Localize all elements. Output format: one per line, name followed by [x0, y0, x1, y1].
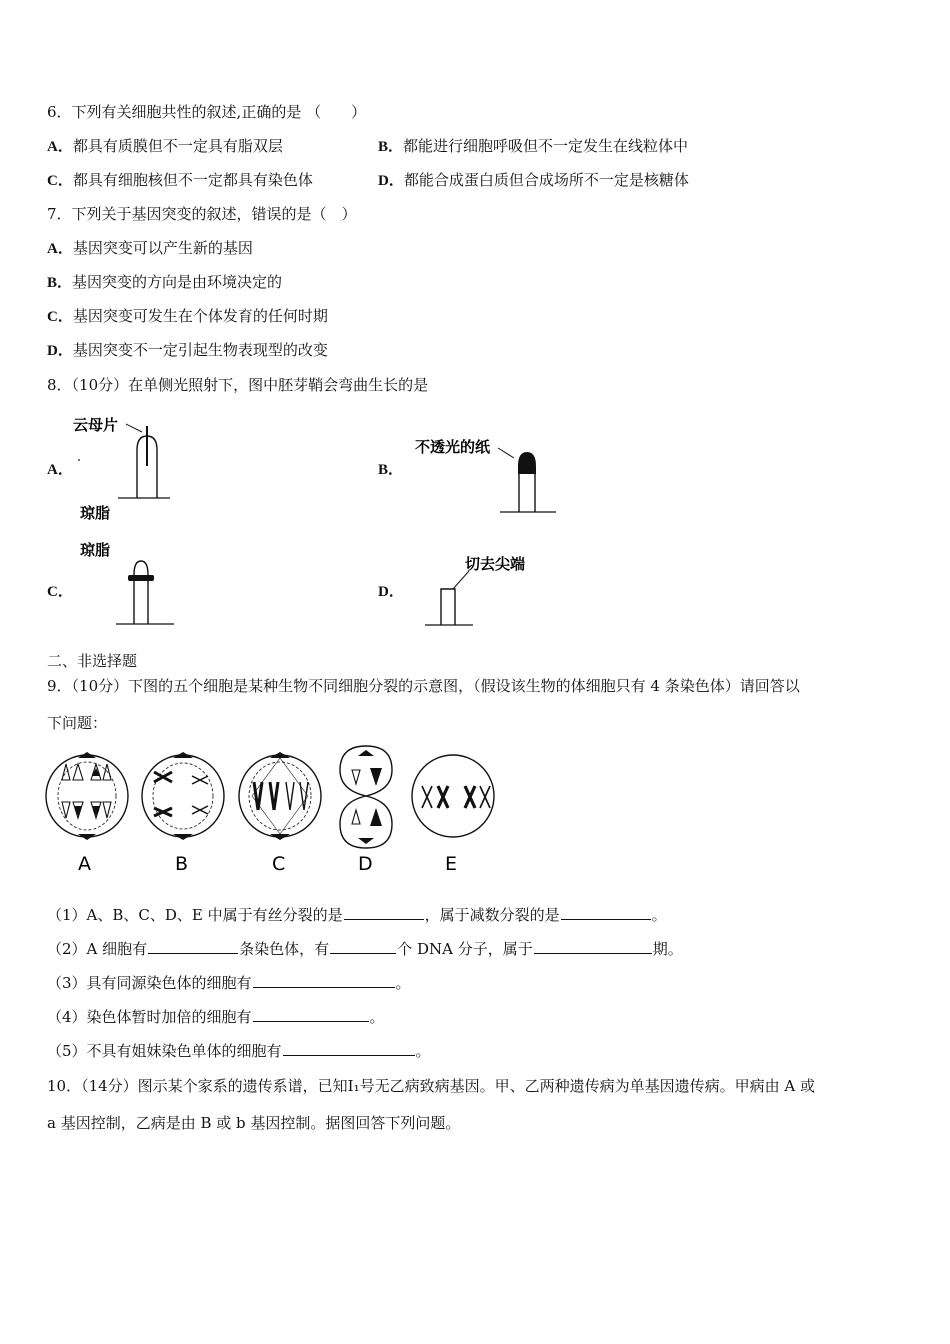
coleoptile-opaque-cap-figure	[410, 430, 570, 522]
option-text: 基因突变可以产生新的基因	[72, 239, 253, 257]
q7-stem: 7．下列关于基因突变的叙述，错误的是（ ）	[47, 205, 357, 223]
agar-label: 琼脂	[80, 541, 111, 559]
q8-option-b-letter[interactable]: B．	[378, 462, 404, 478]
cell-e	[412, 755, 494, 837]
sub2-text-d: 期。	[652, 940, 683, 958]
answer-blank-meiosis[interactable]	[561, 905, 651, 920]
sub1-text-a: （1）A、B、C、D、E 中属于有丝分裂的是	[47, 906, 343, 924]
q10-line2: a 基因控制，乙病是由 B 或 b 基因控制。据图回答下列问题。	[47, 1114, 461, 1132]
q9-sub5	[47, 1041, 431, 1061]
section-heading: 二、非选择题	[47, 652, 138, 670]
q8-option-d-letter[interactable]: D．	[378, 584, 404, 600]
answer-blank-dna[interactable]	[330, 939, 396, 954]
cell-label-c: C	[272, 853, 286, 875]
answer-blank-phase[interactable]	[534, 939, 652, 954]
option-text: 都能合成蛋白质但合成场所不一定是核糖体	[403, 171, 689, 189]
cell-label-a: A	[78, 853, 91, 875]
q8-stem: 8．（10分）在单侧光照射下，图中胚芽鞘会弯曲生长的是	[47, 376, 429, 394]
option-letter: A．	[47, 241, 73, 257]
sub3-text-b: 。	[395, 974, 411, 992]
option-letter: C．	[47, 173, 73, 189]
q6-option-d[interactable]	[378, 170, 689, 191]
cell-label-b: B	[175, 853, 189, 875]
q7-option-a[interactable]	[47, 238, 253, 259]
q9-stem-line2: 下问题：	[47, 714, 108, 732]
agar-block	[128, 575, 154, 581]
option-text: 都能进行细胞呼吸但不一定发生在线粒体中	[403, 137, 689, 155]
q6-option-c[interactable]	[47, 170, 313, 191]
coleoptile-stump	[441, 589, 455, 625]
cell-label-d: D	[358, 853, 373, 875]
sub4-text-b: 。	[369, 1008, 385, 1026]
option-text: 都具有质膜但不一定具有脂双层	[72, 137, 283, 155]
answer-blank-homologous[interactable]	[253, 973, 395, 988]
q10-line1: 10．（14分）图示某个家系的遗传系谱，已知Ⅰ₁号无乙病致病基因。甲、乙两种遗传病为单基因遗传病。甲病由 A 或	[47, 1077, 815, 1095]
sub2-text-b: 条染色体，有	[239, 940, 330, 958]
option-text: 基因突变的方向是由环境决定的	[72, 273, 283, 291]
sub3-text-a: （3）具有同源染色体的细胞有	[47, 974, 252, 992]
q8-option-c-letter[interactable]: C．	[47, 584, 73, 600]
coleoptile-agar-figure	[70, 535, 180, 630]
opaque-cap	[518, 452, 536, 474]
agar-label: 琼脂	[80, 504, 111, 522]
q7-option-d[interactable]	[47, 340, 328, 361]
option-letter: B．	[47, 275, 73, 291]
mica-pointer	[126, 424, 142, 432]
q9-sub2	[47, 939, 683, 959]
answer-blank-doubled[interactable]	[253, 1007, 369, 1022]
q6-option-b[interactable]	[378, 136, 688, 157]
option-text: 都具有细胞核但不一定都具有染色体	[72, 171, 313, 189]
option-letter: A．	[47, 139, 73, 155]
answer-blank-chromosomes[interactable]	[148, 939, 238, 954]
sub2-text-a: （2）A 细胞有	[47, 940, 148, 958]
sub5-text-a: （5）不具有姐妹染色单体的细胞有	[47, 1042, 282, 1060]
q8-option-a-letter[interactable]: A．	[47, 462, 73, 478]
option-letter: B．	[378, 139, 404, 155]
cut-tip-label: 切去尖端	[465, 555, 526, 573]
answer-blank-no-chromatids[interactable]	[283, 1041, 415, 1056]
sub2-text-c: 个 DNA 分子，属于	[397, 940, 533, 958]
q9-sub1	[47, 905, 667, 925]
cell-label-e: E	[445, 853, 458, 875]
mica-label: 云母片	[73, 416, 119, 434]
cell-d	[340, 746, 392, 848]
q6-stem: 6．下列有关细胞共性的叙述,正确的是 （ ）	[47, 103, 367, 121]
sub1-text-c: 。	[651, 906, 667, 924]
sub5-text-b: 。	[415, 1042, 431, 1060]
q6-option-a[interactable]	[47, 136, 283, 157]
q9-stem-line1: 9．（10分）下图的五个细胞是某种生物不同细胞分裂的示意图，（假设该生物的体细胞只有 4 条染色体）请回答以	[47, 677, 800, 695]
option-letter: D．	[47, 343, 73, 359]
option-letter: C．	[47, 309, 73, 325]
coleoptile-outline	[134, 561, 148, 624]
q9-sub3	[47, 973, 411, 993]
cell-a	[46, 752, 128, 840]
q7-option-b[interactable]	[47, 272, 282, 293]
opaque-paper-label: 不透光的纸	[415, 438, 491, 456]
paper-pointer	[498, 448, 514, 458]
coleoptile-mica-figure	[70, 408, 180, 523]
coleoptile-cut-tip-figure	[415, 545, 545, 630]
q9-sub4	[47, 1007, 385, 1027]
sub1-text-b: ，属于减数分裂的是	[424, 906, 560, 924]
option-text: 基因突变不一定引起生物表现型的改变	[72, 341, 328, 359]
dot-mark	[78, 459, 80, 461]
cell-division-figure	[40, 740, 510, 880]
cell-b	[142, 752, 224, 840]
sub4-text-a: （4）染色体暂时加倍的细胞有	[47, 1008, 252, 1026]
cut-pointer	[453, 571, 469, 589]
option-letter: D．	[378, 173, 404, 189]
option-text: 基因突变可发生在个体发育的任何时期	[72, 307, 328, 325]
q7-option-c[interactable]	[47, 306, 328, 327]
answer-blank-mitosis[interactable]	[344, 905, 424, 920]
cell-c	[239, 752, 321, 840]
